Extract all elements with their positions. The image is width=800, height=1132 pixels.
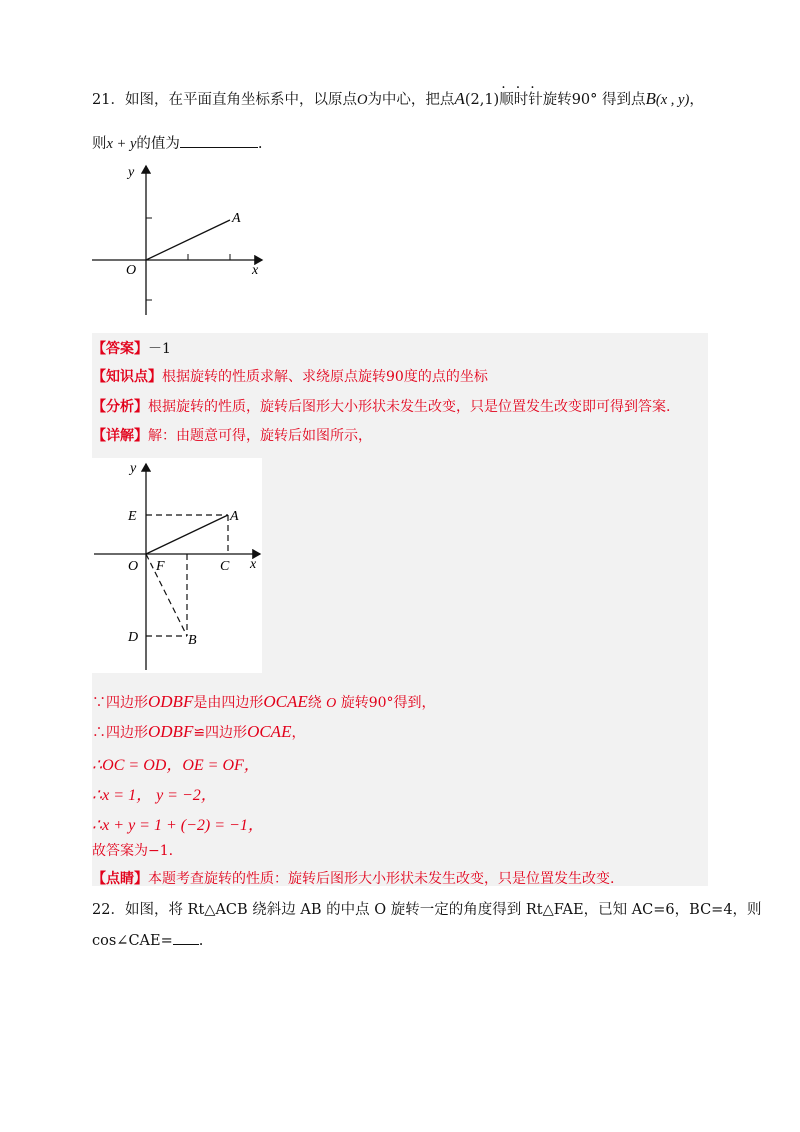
answer-blank <box>173 930 199 945</box>
question-22-line-2: cos∠CAE= . <box>92 930 203 949</box>
point-f-label: F <box>156 559 165 574</box>
x-axis-label: x <box>250 557 257 572</box>
question-21-line-2: 则x + y的值为 . <box>92 132 263 153</box>
figure-coordinate-plane-2 <box>92 458 262 673</box>
y-axis-label: y <box>128 165 135 180</box>
point-d-label: D <box>128 630 139 645</box>
solution-step-1: ∵四边形ODBF是由四边形OCAE绕 O 旋转90°得到， <box>92 692 436 711</box>
analysis-line: 【分析】根据旋转的性质，旋转后图形大小形状未发生改变，只是位置发生改变即可得到答案. <box>92 399 671 415</box>
solution-step-5: ∴x + y = 1 + (−2) = −1， <box>92 817 264 834</box>
emphasis-char: 时 <box>513 92 529 108</box>
x-axis-label: x <box>252 263 259 278</box>
solution-step-3: ∴OC = OD，OE = OF， <box>92 757 260 774</box>
question-22-line-1: 22．如图，将 Rt△ACB 绕斜边 AB 的中点 O 旋转一定的角度得到 Rt△FAE，已知 AC=6，BC=4，则 <box>92 902 762 918</box>
point-a-label: A <box>232 211 241 226</box>
dashed-ob <box>146 554 187 636</box>
emphasis-char: 顺 <box>499 92 514 108</box>
final-answer-line: 故答案为−1. <box>92 843 174 859</box>
point-b-label: B <box>188 633 197 648</box>
point-c-label: C <box>220 559 230 574</box>
origin-label: O <box>126 263 137 278</box>
segment-oa <box>146 515 228 554</box>
review-line: 【点睛】本题考查旋转的性质：旋转后图形大小形状未发生改变，只是位置发生改变. <box>92 871 615 887</box>
question-21-line-1: 21．如图，在平面直角坐标系中，以原点O为中心，把点A(2,1)顺时针旋转90° 得到点B(x , y)， <box>92 89 704 108</box>
point-e-label: E <box>128 509 137 524</box>
emphasis-char: 针 <box>528 92 543 108</box>
knowledge-point-line: 【知识点】根据旋转的性质求解、求绕原点旋转90度的点的坐标 <box>92 369 488 385</box>
origin-label: O <box>128 559 139 574</box>
detail-line: 【详解】解：由题意可得，旋转后如图所示， <box>92 428 372 444</box>
answer-blank <box>180 133 258 148</box>
answer-line: 【答案】－1 <box>92 341 171 357</box>
y-axis-label: y <box>130 461 137 476</box>
point-a-label: A <box>230 509 239 524</box>
solution-step-4: ∴x = 1， y = −2， <box>92 787 217 804</box>
solution-step-2: ∴四边形ODBF≌四边形OCAE， <box>92 722 306 741</box>
figure-coordinate-plane-1 <box>92 160 282 320</box>
